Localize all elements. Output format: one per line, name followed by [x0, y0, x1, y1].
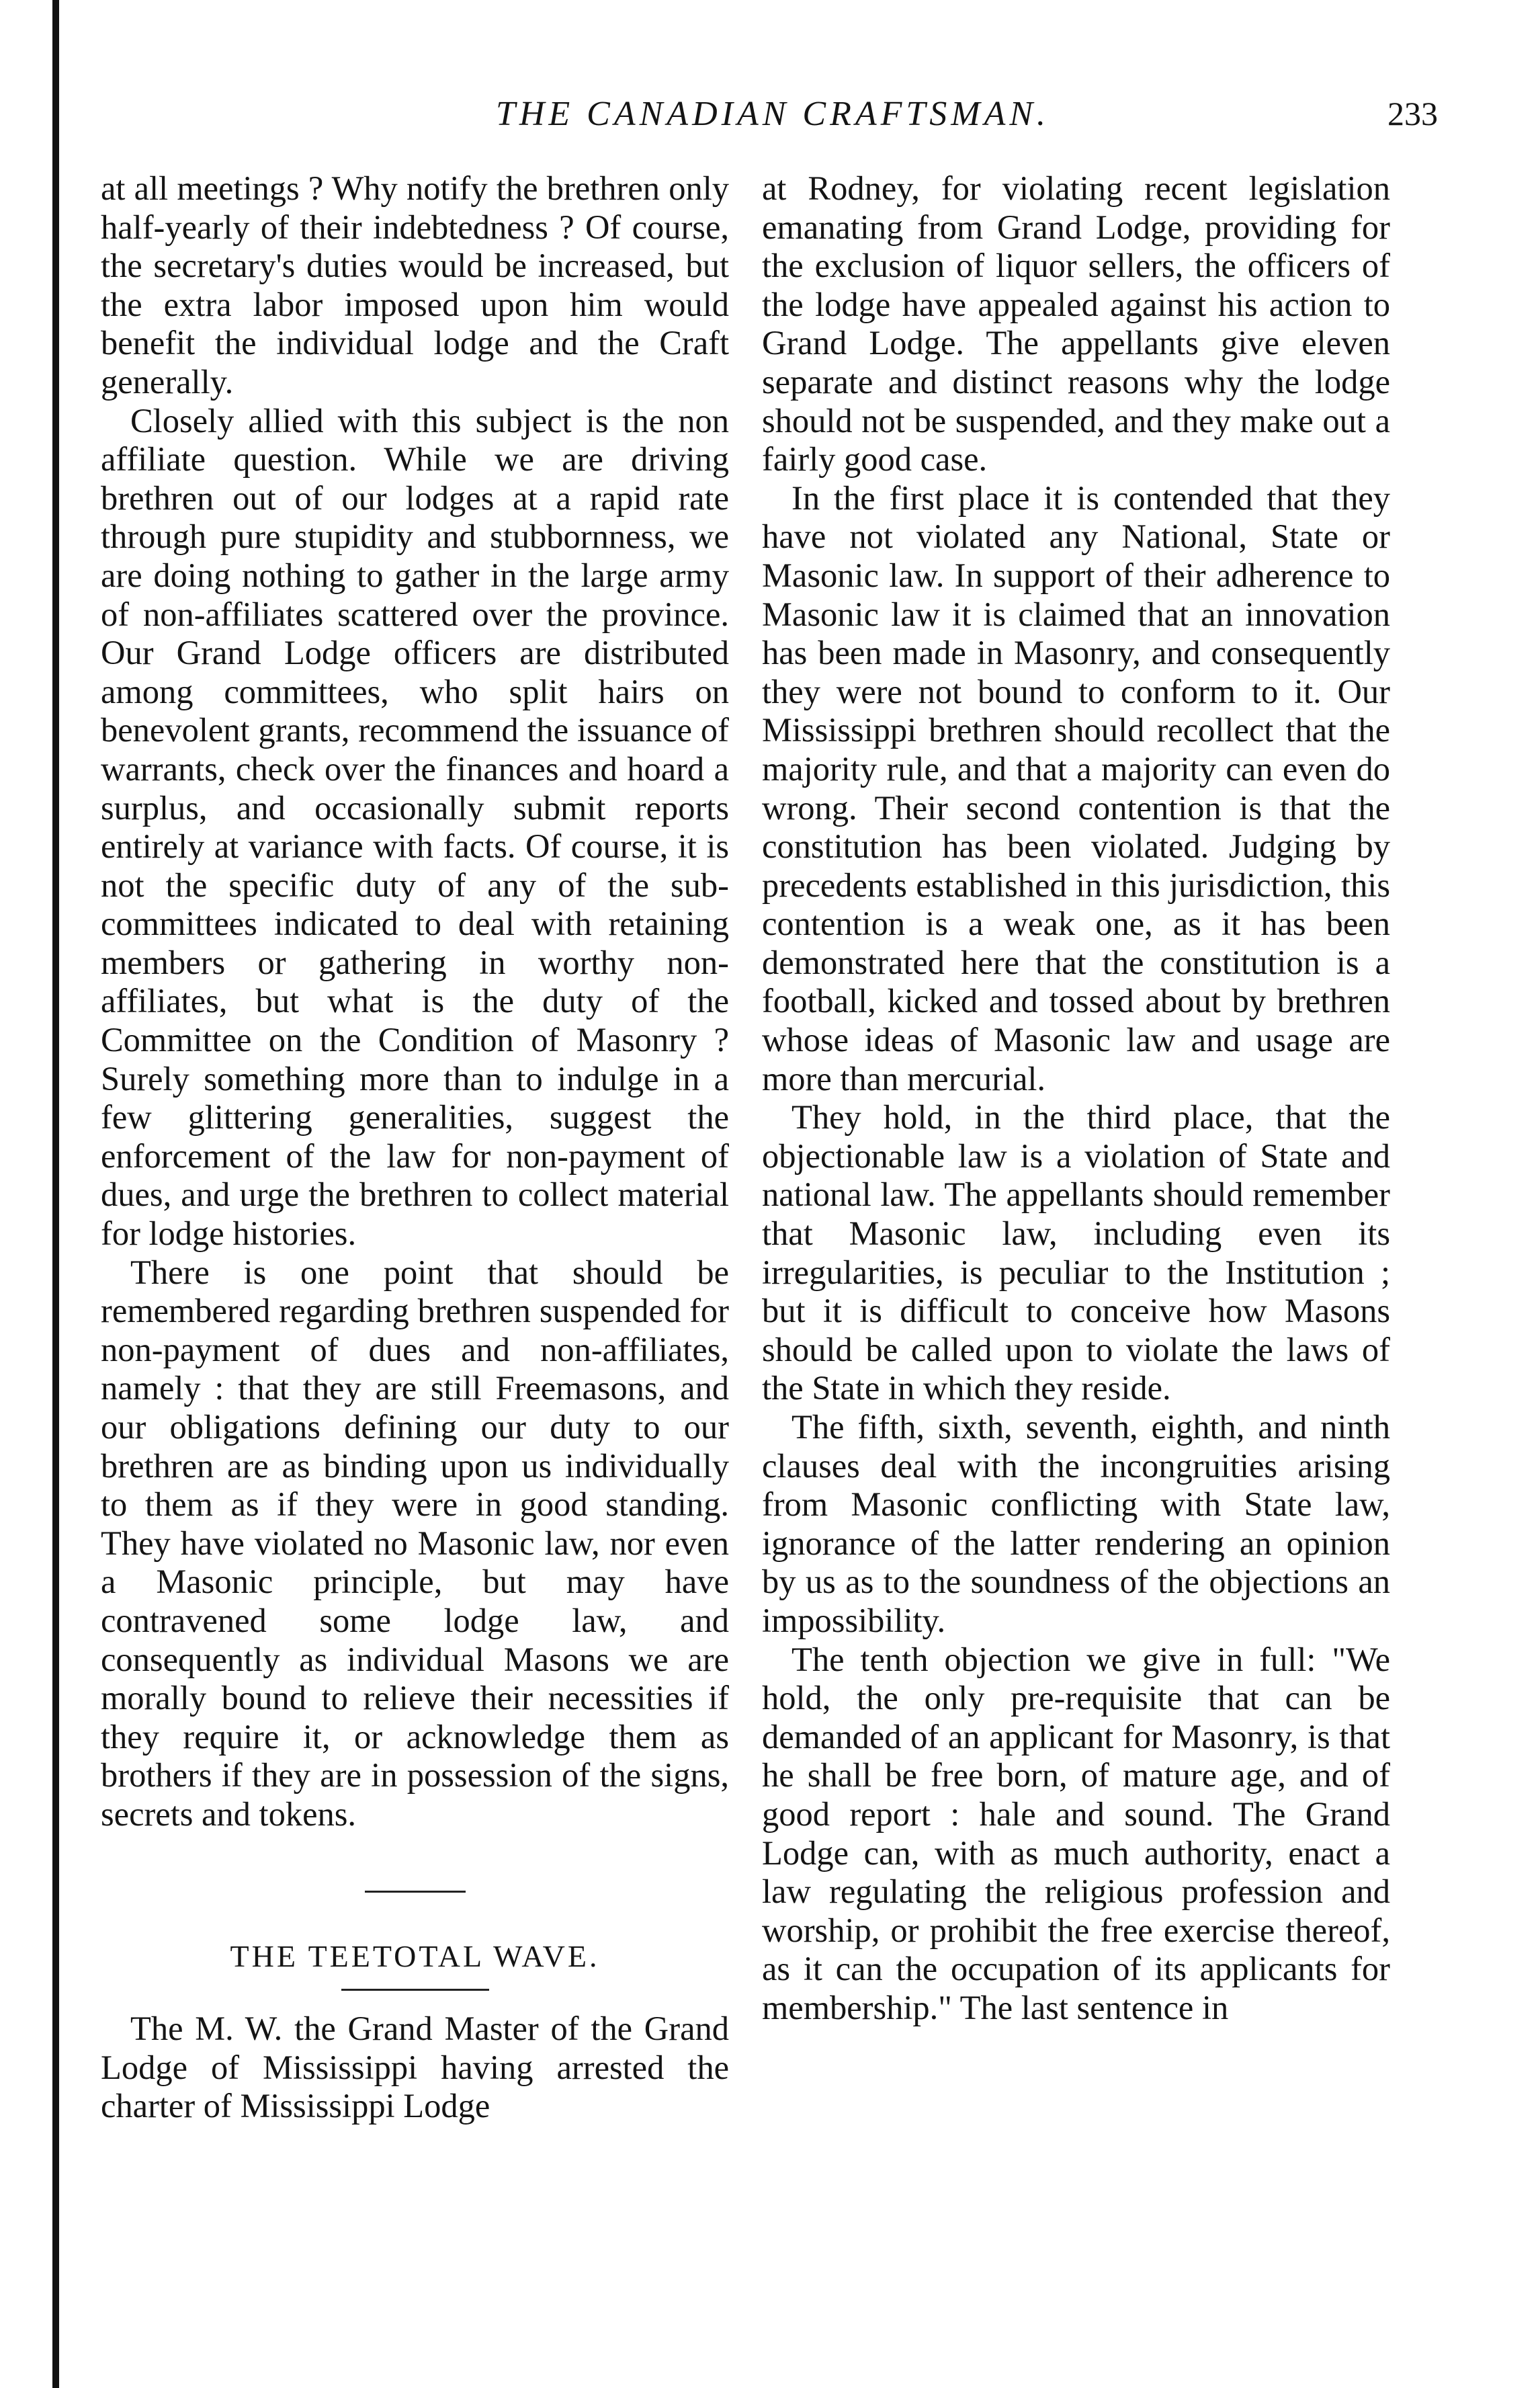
page-number: 233: [1387, 95, 1438, 132]
right-column: [762, 169, 1390, 2028]
paragraph: The fifth, sixth, seventh, eighth, and ninth clauses deal with the incongruities arising from Masonic conflicting with State law, ignorance of the latter rendering an opinion by us as to the soundness of the objections an impossibility.: [762, 1408, 1390, 1639]
left-column: [101, 169, 729, 2126]
section-title: THE TEETOTAL WAVE.: [230, 1938, 600, 1973]
title-underline: [341, 1989, 489, 1991]
paragraph: at Rodney, for violating recent legislation emanating from Grand Lodge, providing for the exclusion of liquor sellers, the officers of the lodge have appealed against his action to Grand Lodge. The appellants give eleven separate and distinct reasons why the lodge should not be suspended, and they make out a fairly good case.: [762, 169, 1390, 479]
section-divider: [365, 1891, 466, 1893]
paragraph: at all meetings ? Why notify the brethren only half-yearly of their indebtedness ? Of course, the secretary's duties would be increased, but the extra labor imposed upon him would benefit the individual lodge and the Craft generally.: [101, 169, 729, 401]
paragraph: In the first place it is contended that they have not violated any National, State or Masonic law. In support of their adherence to Masonic law it is claimed that an innovation has been made in Masonry, and consequently they were not bound to conform to it. Our Mississippi brethren should recollect that the majority rule, and that a majority can even do wrong. Their second contention is that the constitution has been violated. Judging by precedents established in this jurisdiction, this contention is a weak one, as it has been demonstrated here that the constitution is a football, kicked and tossed about by brethren whose ideas of Masonic law and usage are more than mercurial.: [762, 479, 1390, 1098]
page-header: [121, 94, 1438, 148]
page-binding-edge: [52, 0, 59, 2388]
paragraph: They hold, in the third place, that the objectionable law is a violation of State and national law. The appellants should remember that Masonic law, including even its irregularities, is peculiar to the Institution ; but it is difficult to conceive how Masons should be called upon to violate the laws of the State in which they reside.: [762, 1098, 1390, 1407]
paragraph: Closely allied with this subject is the non affiliate question. While we are driving brethren out of our lodges at a rapid rate through pure stupidity and stubbornness, we are doing nothing to gather in the large army of non-affiliates scattered over the province. Our Grand Lodge officers are distributed among committees, who split hairs on benevolent grants, recommend the issuance of warrants, check over the finances and hoard a surplus, and occasionally submit reports entirely at variance with facts. Of course, it is not the specific duty of any of the sub-committees indicated to deal with retaining members or gathering in worthy non-affiliates, but what is the duty of the Committee on the Condition of Masonry ? Surely something more than to indulge in a few glittering generalities, suggest the enforcement of the law for non-payment of dues, and urge the brethren to collect material for lodge histories.: [101, 401, 729, 1253]
paragraph: The M. W. the Grand Master of the Grand Lodge of Mississippi having arrested the charter of Mississippi Lodge: [101, 2010, 729, 2125]
paragraph: The tenth objection we give in full: "We hold, the only pre-requisite that can be demanded of an applicant for Masonry, is that he shall be free born, of mature age, and of good report : hale and sound. The Grand Lodge can, with as much authority, enact a law regulating the religious profession and worship, or prohibit the free exercise thereof, as it can the occupation of its applicants for membership." The last sentence in: [762, 1640, 1390, 2026]
paragraph: There is one point that should be remembered regarding brethren suspended for non-payment of dues and non-affiliates, namely : that they are still Freemasons, and our obligations defining our duty to our brethren are as binding upon us individually to them as if they were in good standing. They have violated no Masonic law, nor even a Masonic principle, but may have contravened some lodge law, and consequently as individual Masons we are morally bound to relieve their necessities if they require it, or acknowledge them as brothers if they are in possession of the signs, secrets and tokens.: [101, 1253, 729, 1833]
running-head: THE CANADIAN CRAFTSMAN.: [495, 95, 1050, 133]
